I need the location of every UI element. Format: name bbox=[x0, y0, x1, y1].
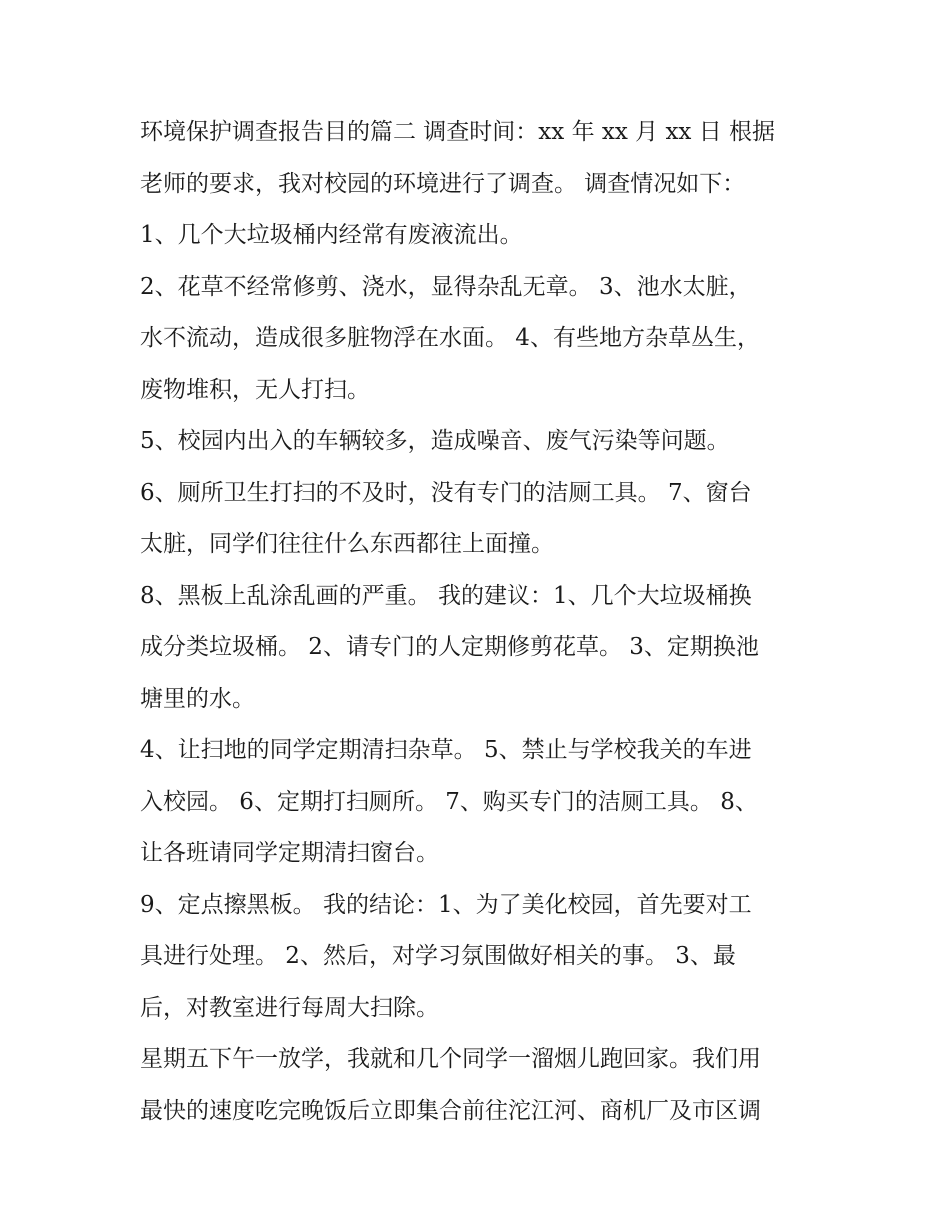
text-line: 6、厕所卫生打扫的不及时，没有专门的洁厕工具。 7、窗台 bbox=[140, 479, 752, 506]
text-line: 环境保护调查报告目的篇二 调查时间：xx 年 xx 月 xx 日 根据 bbox=[140, 119, 776, 145]
text-line: 废物堆积，无人打扫。 bbox=[140, 376, 370, 403]
text-line: 1、几个大垃圾桶内经常有废液流出。 bbox=[140, 222, 523, 248]
text-line: 最快的速度吃完晚饭后立即集合前往沱江河、商机厂及市区调 bbox=[140, 1097, 761, 1124]
text-line: 成分类垃圾桶。 2、请专门的人定期修剪花草。 3、定期换池 bbox=[140, 634, 759, 660]
text-line: 2、花草不经常修剪、浇水，显得杂乱无章。 3、池水太脏， bbox=[140, 273, 752, 300]
text-line: 塘里的水。 bbox=[140, 685, 255, 712]
text-line: 老师的要求，我对校园的环境进行了调查。 调查情况如下： bbox=[140, 170, 746, 197]
text-line: 让各班请同学定期清扫窗台。 bbox=[140, 840, 439, 866]
document-body bbox=[140, 107, 820, 1137]
text-line: 8、黑板上乱涂乱画的严重。 我的建议：1、几个大垃圾桶换 bbox=[140, 582, 752, 609]
text-line: 入校园。 6、定期打扫厕所。 7、购买专门的洁厕工具。 8、 bbox=[140, 788, 758, 815]
text-line: 具进行处理。 2、然后，对学习氛围做好相关的事。 3、最 bbox=[140, 943, 736, 969]
text-line: 9、定点擦黑板。 我的结论：1、为了美化校园，首先要对工 bbox=[140, 891, 752, 918]
text-line: 星期五下午一放学，我就和几个同学一溜烟儿跑回家。我们用 bbox=[140, 1046, 761, 1072]
text-line: 太脏，同学们往往什么东西都往上面撞。 bbox=[140, 531, 554, 557]
text-line: 5、校园内出入的车辆较多，造成噪音、废气污染等问题。 bbox=[140, 428, 730, 454]
text-line: 后，对教室进行每周大扫除。 bbox=[140, 994, 439, 1021]
text-line: 水不流动，造成很多脏物浮在水面。 4、有些地方杂草丛生， bbox=[140, 325, 760, 351]
text-line: 4、让扫地的同学定期清扫杂草。 5、禁止与学校我关的车进 bbox=[140, 737, 752, 763]
